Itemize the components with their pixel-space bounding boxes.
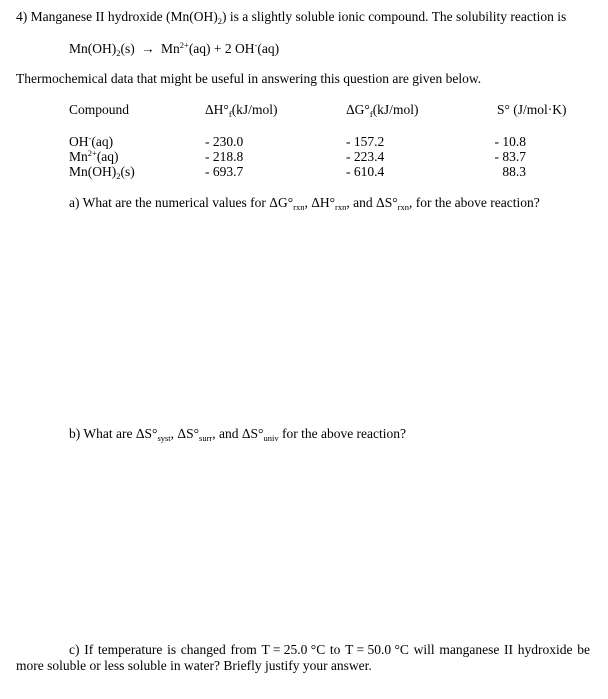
header-dhf: $\Delta H^\circ_f(kJ/mol)$ — [205, 102, 278, 119]
table-cell-dh: - 218.8 — [205, 149, 244, 164]
table-cell-s: - 10.8 — [494, 134, 526, 149]
part-a-question: a) What are the numerical values for $\Delta G^\circ_{rxn}$, $\Delta H^\circ_{rxn}$, and $\Delta S^\circ_{rxn}$, for the above reaction? — [69, 195, 540, 212]
part-c-question-line2: more soluble or less soluble in water? Briefly justify your answer. — [16, 658, 372, 673]
part-b-question: b) What are $\Delta S^\circ_{syst}$, $\Delta S^\circ_{surr}$, and $\Delta S^\circ_{univ}$ for the above reaction? — [69, 426, 407, 443]
part-c-question-line1: c) If temperature is changed from T = 25.0 °C to T = 50.0 °C will manganese II hydroxide be — [69, 642, 590, 657]
table-row-compound: OH-(aq) — [69, 133, 114, 149]
solubility-reaction: $Mn(OH)_2(s) \to Mn^{2+}(aq) + 2$ OH-(aq) — [69, 40, 280, 58]
table-cell-dh: - 693.7 — [205, 164, 244, 179]
data-intro: Thermochemical data that might be useful in answering this question are given below. — [16, 71, 482, 86]
header-entropy: S° (J/mol·K) — [497, 102, 567, 117]
table-cell-dg: - 610.4 — [346, 164, 385, 179]
table-cell-dh: - 230.0 — [205, 134, 244, 149]
table-cell-dg: - 157.2 — [346, 134, 385, 149]
arrow-icon: → — [141, 41, 155, 56]
table-row-compound: $Mn(OH)_2(s)$ — [69, 164, 135, 181]
table-cell-dg: - 223.4 — [346, 149, 385, 164]
table-row-compound: $Mn^{2+}(aq)$ — [69, 148, 119, 164]
header-dgf: $\Delta G^\circ_f(kJ/mol)$ — [346, 102, 419, 119]
question-intro: 4) Manganese II hydroxide $(Mn(OH)_2)$ is a slightly soluble ionic compound. The solubility reaction is — [16, 9, 567, 26]
table-cell-s: 88.3 — [502, 164, 526, 179]
header-compound: Compound — [69, 102, 130, 117]
table-cell-s: - 83.7 — [494, 149, 526, 164]
question-number: 4) — [16, 9, 28, 24]
